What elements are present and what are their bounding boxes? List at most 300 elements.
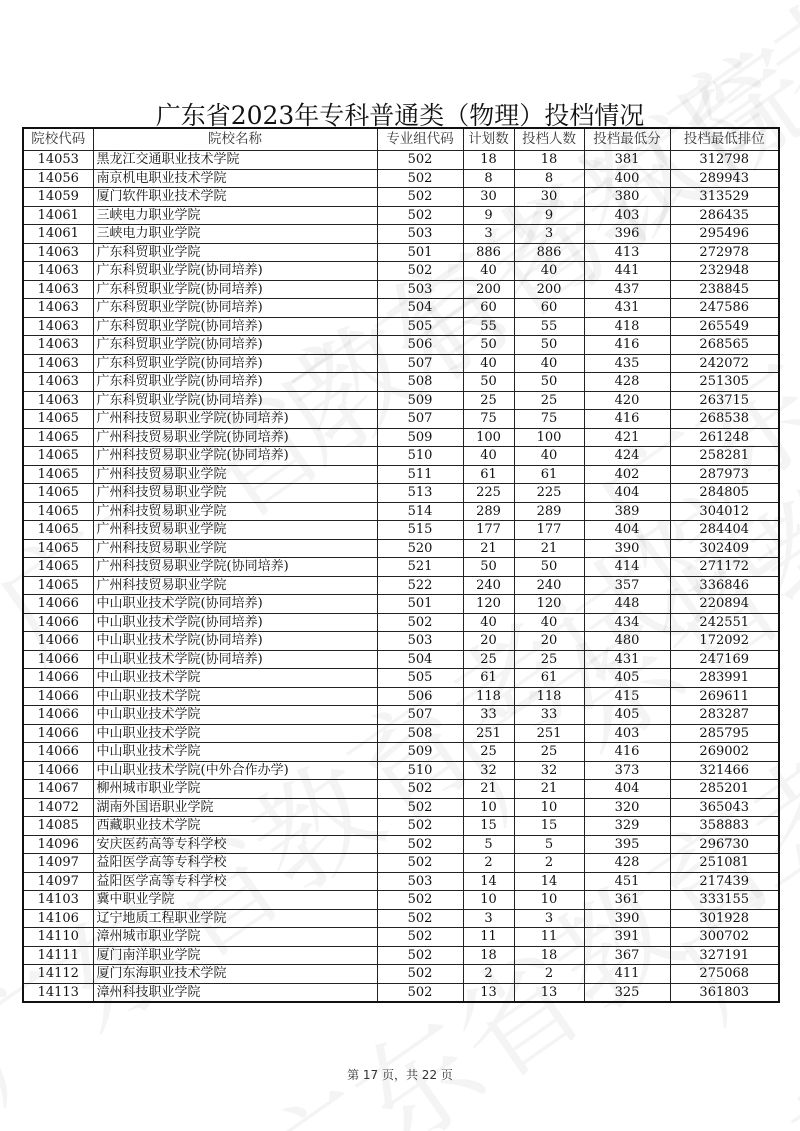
cell-min-rank: 284805 bbox=[670, 484, 779, 503]
cell-school-code: 14063 bbox=[23, 280, 93, 299]
cell-min-rank: 232948 bbox=[670, 262, 779, 281]
cell-plan-count: 14 bbox=[463, 872, 514, 891]
cell-school-name: 中山职业技术学院(协同培养) bbox=[93, 595, 377, 614]
cell-plan-count: 11 bbox=[463, 928, 514, 947]
cell-group-code: 502 bbox=[377, 946, 463, 965]
cell-group-code: 522 bbox=[377, 576, 463, 595]
cell-min-rank: 265549 bbox=[670, 317, 779, 336]
cell-group-code: 505 bbox=[377, 669, 463, 688]
cell-school-code: 14066 bbox=[23, 613, 93, 632]
cell-min-rank: 300702 bbox=[670, 928, 779, 947]
cell-min-score: 415 bbox=[584, 687, 670, 706]
cell-school-name: 漳州科技职业学院 bbox=[93, 983, 377, 1002]
cell-school-name: 益阳医学高等专科学校 bbox=[93, 854, 377, 873]
table-row bbox=[23, 909, 779, 928]
cell-group-code: 508 bbox=[377, 724, 463, 743]
cell-min-score: 480 bbox=[584, 632, 670, 651]
cell-plan-count: 18 bbox=[463, 946, 514, 965]
cell-admitted-count: 18 bbox=[514, 946, 584, 965]
cell-min-rank: 242551 bbox=[670, 613, 779, 632]
cell-plan-count: 40 bbox=[463, 613, 514, 632]
cell-group-code: 501 bbox=[377, 243, 463, 262]
cell-group-code: 508 bbox=[377, 373, 463, 392]
cell-admitted-count: 10 bbox=[514, 891, 584, 910]
cell-school-code: 14067 bbox=[23, 780, 93, 799]
cell-school-code: 14066 bbox=[23, 687, 93, 706]
cell-school-code: 14063 bbox=[23, 373, 93, 392]
cell-plan-count: 2 bbox=[463, 965, 514, 984]
cell-group-code: 503 bbox=[377, 280, 463, 299]
table-row bbox=[23, 428, 779, 447]
cell-school-name: 广州科技贸易职业学院 bbox=[93, 484, 377, 503]
cell-plan-count: 225 bbox=[463, 484, 514, 503]
cell-min-score: 402 bbox=[584, 465, 670, 484]
cell-admitted-count: 240 bbox=[514, 576, 584, 595]
table-row bbox=[23, 225, 779, 244]
cell-min-score: 413 bbox=[584, 243, 670, 262]
cell-school-name: 中山职业技术学院(协同培养) bbox=[93, 632, 377, 651]
cell-school-name: 安庆医药高等专科学校 bbox=[93, 835, 377, 854]
cell-group-code: 504 bbox=[377, 299, 463, 318]
cell-school-name: 三峡电力职业学院 bbox=[93, 206, 377, 225]
cell-admitted-count: 100 bbox=[514, 428, 584, 447]
cell-plan-count: 55 bbox=[463, 317, 514, 336]
cell-min-score: 416 bbox=[584, 336, 670, 355]
cell-group-code: 510 bbox=[377, 447, 463, 466]
cell-school-name: 广州科技贸易职业学院(协同培养) bbox=[93, 558, 377, 577]
cell-group-code: 502 bbox=[377, 151, 463, 170]
cell-school-name: 广东科贸职业学院(协同培养) bbox=[93, 317, 377, 336]
cell-min-rank: 327191 bbox=[670, 946, 779, 965]
cell-min-score: 421 bbox=[584, 428, 670, 447]
cell-school-name: 柳州城市职业学院 bbox=[93, 780, 377, 799]
cell-min-score: 367 bbox=[584, 946, 670, 965]
cell-school-name: 广东科贸职业学院(协同培养) bbox=[93, 280, 377, 299]
cell-plan-count: 32 bbox=[463, 761, 514, 780]
cell-admitted-count: 13 bbox=[514, 983, 584, 1002]
cell-plan-count: 21 bbox=[463, 780, 514, 799]
cell-school-code: 14110 bbox=[23, 928, 93, 947]
cell-group-code: 505 bbox=[377, 317, 463, 336]
cell-min-score: 448 bbox=[584, 595, 670, 614]
table-row bbox=[23, 262, 779, 281]
cell-plan-count: 61 bbox=[463, 669, 514, 688]
table-row bbox=[23, 465, 779, 484]
table-row bbox=[23, 965, 779, 984]
cell-school-code: 14072 bbox=[23, 798, 93, 817]
table-row bbox=[23, 576, 779, 595]
cell-school-name: 广州科技贸易职业学院 bbox=[93, 465, 377, 484]
table-row bbox=[23, 539, 779, 558]
cell-school-name: 中山职业技术学院 bbox=[93, 706, 377, 725]
cell-min-score: 420 bbox=[584, 391, 670, 410]
cell-group-code: 502 bbox=[377, 909, 463, 928]
cell-min-rank: 269611 bbox=[670, 687, 779, 706]
cell-min-rank: 358883 bbox=[670, 817, 779, 836]
cell-school-name: 广东科贸职业学院(协同培养) bbox=[93, 391, 377, 410]
cell-school-name: 广东科贸职业学院(协同培养) bbox=[93, 373, 377, 392]
cell-min-rank: 304012 bbox=[670, 502, 779, 521]
cell-plan-count: 200 bbox=[463, 280, 514, 299]
cell-school-code: 14063 bbox=[23, 354, 93, 373]
cell-school-name: 三峡电力职业学院 bbox=[93, 225, 377, 244]
cell-min-score: 435 bbox=[584, 354, 670, 373]
cell-min-rank: 333155 bbox=[670, 891, 779, 910]
cell-school-name: 湖南外国语职业学院 bbox=[93, 798, 377, 817]
cell-min-score: 361 bbox=[584, 891, 670, 910]
cell-min-score: 431 bbox=[584, 299, 670, 318]
cell-admitted-count: 40 bbox=[514, 613, 584, 632]
cell-group-code: 502 bbox=[377, 206, 463, 225]
cell-school-code: 14065 bbox=[23, 502, 93, 521]
cell-group-code: 514 bbox=[377, 502, 463, 521]
cell-plan-count: 60 bbox=[463, 299, 514, 318]
cell-admitted-count: 11 bbox=[514, 928, 584, 947]
cell-plan-count: 886 bbox=[463, 243, 514, 262]
cell-admitted-count: 50 bbox=[514, 373, 584, 392]
cell-admitted-count: 25 bbox=[514, 743, 584, 762]
cell-admitted-count: 118 bbox=[514, 687, 584, 706]
cell-plan-count: 40 bbox=[463, 447, 514, 466]
cell-admitted-count: 18 bbox=[514, 151, 584, 170]
cell-school-name: 厦门软件职业技术学院 bbox=[93, 188, 377, 207]
cell-plan-count: 15 bbox=[463, 817, 514, 836]
table-row bbox=[23, 891, 779, 910]
cell-school-code: 14085 bbox=[23, 817, 93, 836]
cell-admitted-count: 289 bbox=[514, 502, 584, 521]
table-row bbox=[23, 484, 779, 503]
cell-min-rank: 313529 bbox=[670, 188, 779, 207]
cell-admitted-count: 200 bbox=[514, 280, 584, 299]
cell-school-name: 中山职业技术学院 bbox=[93, 687, 377, 706]
table-row bbox=[23, 373, 779, 392]
cell-school-code: 14103 bbox=[23, 891, 93, 910]
cell-plan-count: 21 bbox=[463, 539, 514, 558]
table-row bbox=[23, 188, 779, 207]
cell-min-score: 380 bbox=[584, 188, 670, 207]
cell-group-code: 503 bbox=[377, 632, 463, 651]
cell-admitted-count: 61 bbox=[514, 465, 584, 484]
cell-min-rank: 365043 bbox=[670, 798, 779, 817]
cell-admitted-count: 8 bbox=[514, 169, 584, 188]
cell-plan-count: 20 bbox=[463, 632, 514, 651]
table-row bbox=[23, 391, 779, 410]
cell-group-code: 502 bbox=[377, 891, 463, 910]
cell-group-code: 502 bbox=[377, 854, 463, 873]
cell-admitted-count: 40 bbox=[514, 354, 584, 373]
cell-admitted-count: 50 bbox=[514, 336, 584, 355]
cell-school-code: 14106 bbox=[23, 909, 93, 928]
cell-school-code: 14065 bbox=[23, 521, 93, 540]
cell-school-code: 14061 bbox=[23, 206, 93, 225]
cell-admitted-count: 3 bbox=[514, 909, 584, 928]
table-row bbox=[23, 280, 779, 299]
table-row bbox=[23, 613, 779, 632]
cell-min-score: 381 bbox=[584, 151, 670, 170]
cell-min-rank: 271172 bbox=[670, 558, 779, 577]
cell-plan-count: 10 bbox=[463, 798, 514, 817]
cell-min-score: 416 bbox=[584, 410, 670, 429]
cell-min-rank: 261248 bbox=[670, 428, 779, 447]
cell-school-code: 14066 bbox=[23, 595, 93, 614]
cell-plan-count: 2 bbox=[463, 854, 514, 873]
cell-plan-count: 50 bbox=[463, 336, 514, 355]
cell-min-rank: 284404 bbox=[670, 521, 779, 540]
cell-min-rank: 220894 bbox=[670, 595, 779, 614]
table-row bbox=[23, 336, 779, 355]
cell-group-code: 521 bbox=[377, 558, 463, 577]
cell-min-score: 411 bbox=[584, 965, 670, 984]
cell-min-rank: 275068 bbox=[670, 965, 779, 984]
cell-group-code: 506 bbox=[377, 336, 463, 355]
cell-school-name: 广州科技贸易职业学院(协同培养) bbox=[93, 410, 377, 429]
cell-min-score: 404 bbox=[584, 521, 670, 540]
cell-school-name: 益阳医学高等专科学校 bbox=[93, 872, 377, 891]
table-row bbox=[23, 983, 779, 1002]
cell-school-code: 14061 bbox=[23, 225, 93, 244]
cell-min-score: 437 bbox=[584, 280, 670, 299]
cell-admitted-count: 3 bbox=[514, 225, 584, 244]
cell-school-name: 广东科贸职业学院(协同培养) bbox=[93, 336, 377, 355]
cell-plan-count: 50 bbox=[463, 558, 514, 577]
cell-admitted-count: 21 bbox=[514, 539, 584, 558]
cell-group-code: 502 bbox=[377, 817, 463, 836]
cell-min-rank: 242072 bbox=[670, 354, 779, 373]
cell-group-code: 510 bbox=[377, 761, 463, 780]
cell-group-code: 502 bbox=[377, 780, 463, 799]
cell-min-score: 428 bbox=[584, 854, 670, 873]
table-row bbox=[23, 854, 779, 873]
cell-min-rank: 296730 bbox=[670, 835, 779, 854]
cell-plan-count: 25 bbox=[463, 743, 514, 762]
cell-school-code: 14065 bbox=[23, 447, 93, 466]
cell-plan-count: 75 bbox=[463, 410, 514, 429]
cell-min-score: 431 bbox=[584, 650, 670, 669]
cell-min-rank: 247169 bbox=[670, 650, 779, 669]
cell-plan-count: 13 bbox=[463, 983, 514, 1002]
cell-school-code: 14063 bbox=[23, 391, 93, 410]
cell-min-score: 389 bbox=[584, 502, 670, 521]
cell-min-rank: 302409 bbox=[670, 539, 779, 558]
cell-admitted-count: 33 bbox=[514, 706, 584, 725]
header-school-name: 院校名称 bbox=[93, 128, 377, 151]
header-admitted-count: 投档人数 bbox=[514, 128, 584, 151]
cell-plan-count: 289 bbox=[463, 502, 514, 521]
cell-school-name: 黑龙江交通职业技术学院 bbox=[93, 151, 377, 170]
cell-group-code: 520 bbox=[377, 539, 463, 558]
cell-min-score: 373 bbox=[584, 761, 670, 780]
cell-min-rank: 283287 bbox=[670, 706, 779, 725]
cell-min-score: 434 bbox=[584, 613, 670, 632]
cell-plan-count: 33 bbox=[463, 706, 514, 725]
cell-admitted-count: 50 bbox=[514, 558, 584, 577]
cell-group-code: 502 bbox=[377, 835, 463, 854]
cell-min-rank: 247586 bbox=[670, 299, 779, 318]
cell-school-name: 漳州城市职业学院 bbox=[93, 928, 377, 947]
cell-admitted-count: 55 bbox=[514, 317, 584, 336]
cell-school-code: 14065 bbox=[23, 484, 93, 503]
cell-min-rank: 321466 bbox=[670, 761, 779, 780]
table-row bbox=[23, 761, 779, 780]
cell-admitted-count: 5 bbox=[514, 835, 584, 854]
cell-plan-count: 9 bbox=[463, 206, 514, 225]
cell-plan-count: 100 bbox=[463, 428, 514, 447]
table-row bbox=[23, 946, 779, 965]
cell-group-code: 501 bbox=[377, 595, 463, 614]
cell-school-code: 14063 bbox=[23, 299, 93, 318]
cell-admitted-count: 10 bbox=[514, 798, 584, 817]
cell-admitted-count: 32 bbox=[514, 761, 584, 780]
cell-group-code: 502 bbox=[377, 928, 463, 947]
header-min-rank: 投档最低排位 bbox=[670, 128, 779, 151]
header-min-score: 投档最低分 bbox=[584, 128, 670, 151]
cell-group-code: 502 bbox=[377, 613, 463, 632]
cell-min-rank: 217439 bbox=[670, 872, 779, 891]
cell-school-code: 14053 bbox=[23, 151, 93, 170]
cell-admitted-count: 251 bbox=[514, 724, 584, 743]
cell-school-name: 广州科技贸易职业学院(协同培养) bbox=[93, 447, 377, 466]
cell-min-rank: 268565 bbox=[670, 336, 779, 355]
cell-plan-count: 240 bbox=[463, 576, 514, 595]
cell-school-code: 14063 bbox=[23, 336, 93, 355]
cell-school-code: 14056 bbox=[23, 169, 93, 188]
cell-admitted-count: 14 bbox=[514, 872, 584, 891]
table-row bbox=[23, 354, 779, 373]
cell-group-code: 506 bbox=[377, 687, 463, 706]
cell-min-score: 320 bbox=[584, 798, 670, 817]
cell-school-name: 中山职业技术学院 bbox=[93, 669, 377, 688]
cell-plan-count: 30 bbox=[463, 188, 514, 207]
cell-admitted-count: 20 bbox=[514, 632, 584, 651]
cell-min-rank: 263715 bbox=[670, 391, 779, 410]
cell-min-rank: 238845 bbox=[670, 280, 779, 299]
cell-school-name: 广州科技贸易职业学院(协同培养) bbox=[93, 428, 377, 447]
cell-school-code: 14063 bbox=[23, 262, 93, 281]
cell-admitted-count: 225 bbox=[514, 484, 584, 503]
cell-school-code: 14066 bbox=[23, 743, 93, 762]
cell-plan-count: 120 bbox=[463, 595, 514, 614]
table-row bbox=[23, 447, 779, 466]
table-row bbox=[23, 669, 779, 688]
cell-school-code: 14065 bbox=[23, 410, 93, 429]
table-row bbox=[23, 317, 779, 336]
cell-min-score: 428 bbox=[584, 373, 670, 392]
table-row bbox=[23, 724, 779, 743]
cell-min-score: 451 bbox=[584, 872, 670, 891]
cell-school-name: 厦门南洋职业学院 bbox=[93, 946, 377, 965]
cell-admitted-count: 886 bbox=[514, 243, 584, 262]
cell-plan-count: 40 bbox=[463, 354, 514, 373]
cell-admitted-count: 9 bbox=[514, 206, 584, 225]
cell-admitted-count: 2 bbox=[514, 965, 584, 984]
cell-admitted-count: 120 bbox=[514, 595, 584, 614]
cell-admitted-count: 60 bbox=[514, 299, 584, 318]
cell-admitted-count: 21 bbox=[514, 780, 584, 799]
cell-group-code: 502 bbox=[377, 798, 463, 817]
cell-min-score: 357 bbox=[584, 576, 670, 595]
cell-school-name: 广东科贸职业学院 bbox=[93, 243, 377, 262]
cell-min-rank: 312798 bbox=[670, 151, 779, 170]
cell-school-name: 中山职业技术学院(中外合作办学) bbox=[93, 761, 377, 780]
cell-school-name: 广州科技贸易职业学院 bbox=[93, 539, 377, 558]
cell-admitted-count: 15 bbox=[514, 817, 584, 836]
table-row bbox=[23, 872, 779, 891]
cell-min-score: 396 bbox=[584, 225, 670, 244]
cell-school-code: 14097 bbox=[23, 854, 93, 873]
cell-min-score: 400 bbox=[584, 169, 670, 188]
table-row bbox=[23, 650, 779, 669]
cell-min-rank: 285201 bbox=[670, 780, 779, 799]
cell-school-name: 中山职业技术学院(协同培养) bbox=[93, 650, 377, 669]
cell-group-code: 507 bbox=[377, 706, 463, 725]
cell-group-code: 509 bbox=[377, 743, 463, 762]
cell-group-code: 513 bbox=[377, 484, 463, 503]
cell-min-rank: 301928 bbox=[670, 909, 779, 928]
cell-school-name: 广州科技贸易职业学院 bbox=[93, 502, 377, 521]
cell-school-code: 14066 bbox=[23, 706, 93, 725]
cell-group-code: 502 bbox=[377, 188, 463, 207]
cell-min-rank: 287973 bbox=[670, 465, 779, 484]
cell-school-name: 西藏职业技术学院 bbox=[93, 817, 377, 836]
cell-plan-count: 177 bbox=[463, 521, 514, 540]
cell-admitted-count: 30 bbox=[514, 188, 584, 207]
cell-min-score: 418 bbox=[584, 317, 670, 336]
table-row bbox=[23, 169, 779, 188]
cell-school-code: 14066 bbox=[23, 761, 93, 780]
table-row bbox=[23, 928, 779, 947]
cell-plan-count: 251 bbox=[463, 724, 514, 743]
cell-group-code: 515 bbox=[377, 521, 463, 540]
cell-school-code: 14066 bbox=[23, 650, 93, 669]
cell-school-name: 南京机电职业技术学院 bbox=[93, 169, 377, 188]
cell-min-score: 405 bbox=[584, 669, 670, 688]
cell-school-code: 14065 bbox=[23, 539, 93, 558]
cell-school-code: 14112 bbox=[23, 965, 93, 984]
cell-group-code: 502 bbox=[377, 983, 463, 1002]
cell-min-score: 390 bbox=[584, 539, 670, 558]
table-row bbox=[23, 206, 779, 225]
cell-min-rank: 272978 bbox=[670, 243, 779, 262]
cell-school-code: 14063 bbox=[23, 243, 93, 262]
cell-plan-count: 10 bbox=[463, 891, 514, 910]
cell-admitted-count: 2 bbox=[514, 854, 584, 873]
cell-min-rank: 285795 bbox=[670, 724, 779, 743]
cell-admitted-count: 75 bbox=[514, 410, 584, 429]
cell-group-code: 507 bbox=[377, 410, 463, 429]
admission-table bbox=[22, 127, 780, 1003]
cell-min-rank: 289943 bbox=[670, 169, 779, 188]
table-row bbox=[23, 743, 779, 762]
cell-min-score: 424 bbox=[584, 447, 670, 466]
cell-min-rank: 251081 bbox=[670, 854, 779, 873]
table-row bbox=[23, 151, 779, 170]
cell-min-score: 325 bbox=[584, 983, 670, 1002]
cell-min-score: 416 bbox=[584, 743, 670, 762]
cell-min-score: 441 bbox=[584, 262, 670, 281]
cell-min-rank: 336846 bbox=[670, 576, 779, 595]
cell-min-rank: 172092 bbox=[670, 632, 779, 651]
table-row bbox=[23, 243, 779, 262]
cell-school-code: 14065 bbox=[23, 576, 93, 595]
cell-school-code: 14066 bbox=[23, 724, 93, 743]
cell-admitted-count: 61 bbox=[514, 669, 584, 688]
table-row bbox=[23, 780, 779, 799]
cell-min-score: 405 bbox=[584, 706, 670, 725]
table-row bbox=[23, 502, 779, 521]
cell-min-rank: 251305 bbox=[670, 373, 779, 392]
cell-min-rank: 269002 bbox=[670, 743, 779, 762]
cell-school-name: 辽宁地质工程职业学院 bbox=[93, 909, 377, 928]
